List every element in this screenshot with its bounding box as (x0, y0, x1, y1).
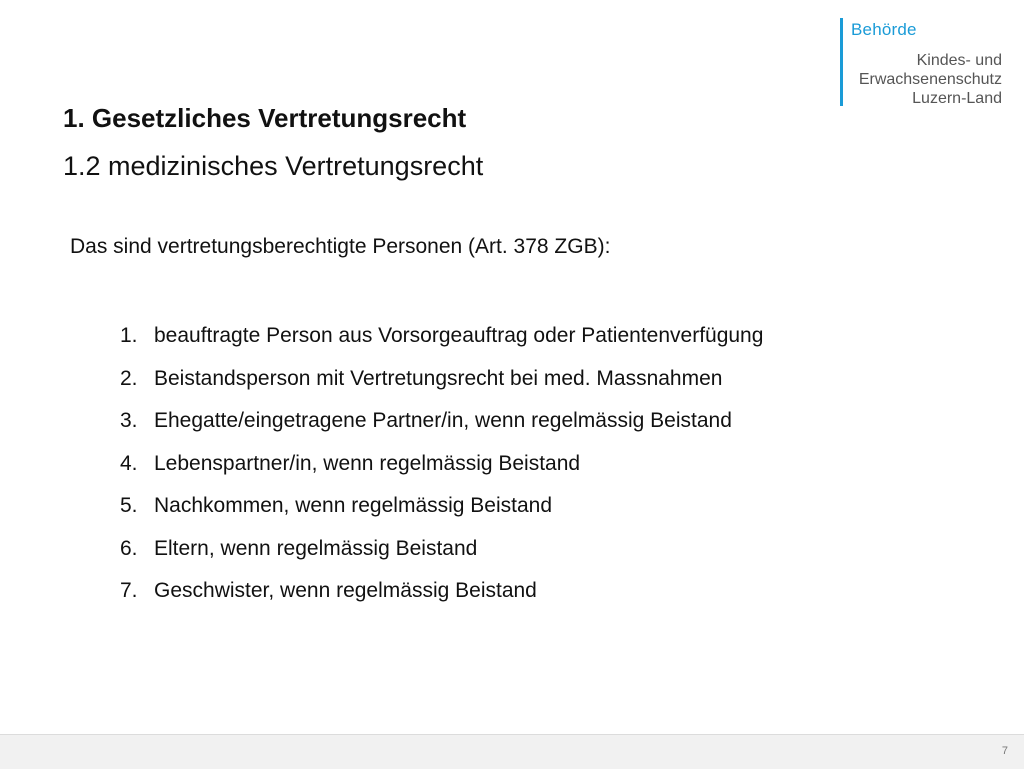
list-item-text: beauftragte Person aus Vorsorgeauftrag oder Patientenverfügung (154, 324, 764, 347)
logo-line: Erwachsenenschutz (858, 71, 1002, 88)
list-item (120, 531, 763, 574)
list-item (120, 318, 763, 361)
list-item-text: Nachkommen, wenn regelmässig Beistand (154, 494, 553, 517)
slide-subheading: 1.2 medizinisches Vertretungsrecht (63, 151, 484, 181)
list-item (120, 573, 763, 616)
list-item-number: 5. (120, 494, 138, 517)
list-item-number: 7. (120, 579, 138, 602)
authority-logo (840, 18, 1010, 106)
slide-heading: 1. Gesetzliches Vertretungsrecht (63, 103, 467, 133)
list-item-text: Geschwister, wenn regelmässig Beistand (154, 579, 537, 602)
list-item-text: Eltern, wenn regelmässig Beistand (154, 536, 478, 560)
list-item-number: 3. (120, 409, 138, 432)
list-item-number: 1. (120, 324, 138, 347)
list-item-text: Beistandsperson mit Vertretungsrecht bei med. Massnahmen (154, 366, 723, 390)
list-item (120, 446, 763, 489)
slide-footer (0, 734, 1024, 769)
intro-text: Das sind vertretungsberechtigte Personen (Art. 378 ZGB): (70, 235, 611, 258)
list-item-number: 6. (120, 536, 138, 560)
list-item-text: Lebenspartner/in, wenn regelmässig Beistand (154, 451, 581, 475)
representatives-list (120, 318, 763, 616)
logo-line: Luzern-Land (912, 90, 1002, 107)
list-item (120, 361, 763, 404)
list-item-text: Ehegatte/eingetragene Partner/in, wenn regelmässig Beistand (154, 409, 732, 432)
list-item (120, 488, 763, 531)
logo-accent-bar (840, 18, 843, 106)
logo-org-name: Behörde (851, 20, 917, 39)
page-number: 7 (1001, 745, 1008, 757)
list-item-number: 4. (120, 451, 138, 475)
logo-authority-name (859, 51, 1002, 108)
list-item-number: 2. (120, 366, 138, 390)
logo-line: Kindes- und (916, 52, 1002, 69)
list-item (120, 403, 763, 446)
